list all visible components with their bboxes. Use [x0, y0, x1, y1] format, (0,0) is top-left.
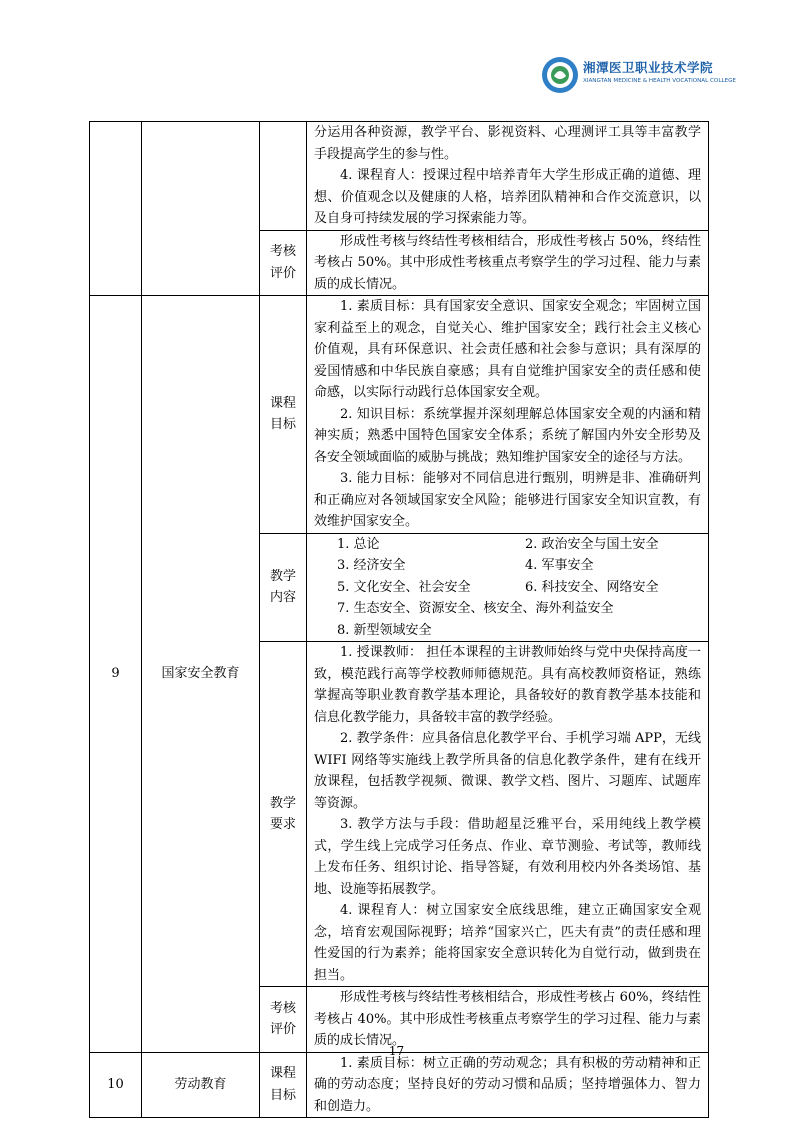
table-row [90, 296, 709, 534]
req-conditions: 2. 教学条件：应具备信息化教学平台、手机学习端 APP，无线 WIFI 网络等实施线上教学所具备的信息化教学条件，建有在线开放课程，包括教学视频、微课、教学文档、图片、习题库、试题库等资源。 [314, 731, 701, 811]
table-row [90, 1052, 709, 1118]
req-label: 教学 要求 [269, 795, 296, 832]
page-number: 17 [388, 1044, 405, 1058]
course-number: 10 [90, 1052, 142, 1118]
course-name: 国家安全教育 [142, 296, 260, 1053]
list-item: 5. 文化安全、社会安全 [337, 579, 471, 595]
table-row [90, 122, 709, 231]
college-logo [541, 54, 736, 100]
course-number: 9 [90, 296, 142, 1053]
list-item: 6. 科技安全、网络安全 [525, 579, 659, 595]
eval-text: 形成性考核与终结性考核相结合，形成性考核占 50%，终结性考核占 50%。其中形成性考核重点考察学生的学习过程、能力与素质的成长情况。 [314, 233, 701, 292]
goal-label: 课程 目标 [269, 395, 296, 433]
eval-label: 考核 评价 [269, 244, 296, 281]
college-emblem-icon [541, 56, 579, 94]
eval-text: 形成性考核与终结性考核相结合，形成性考核占 60%，终结性考核占 40%。其中形成性考核重点考察学生的学习过程、能力与素质的成长情况。 [314, 990, 701, 1048]
list-item: 4. 军事安全 [525, 558, 594, 573]
college-name-english: XIANGTAN MEDICINE & HEALTH VOCATIONAL COLLEGE [583, 78, 736, 84]
goal-quality: 1. 素质目标：树立正确的劳动观念；具有积极的劳动精神和正确的劳动态度；坚持良好的劳动习惯和品质；坚持增强体力、智力和创造力。 [314, 1055, 701, 1114]
goal-ability: 3. 能力目标：能够对不同信息进行甄别，明辨是非、准确研判和正确应对各领域国家安全风险；能够进行国家安全知识宣教，有效维护国家安全。 [314, 471, 701, 529]
content-label: 教学 内容 [269, 568, 296, 606]
list-item: 2. 政治安全与国土安全 [525, 536, 659, 552]
eval-label: 考核 评价 [269, 1000, 296, 1038]
list-item: 3. 经济安全 [337, 558, 406, 573]
course-name: 劳动教育 [142, 1052, 260, 1118]
course-education: 4. 课程育人：授课过程中培养青年大学生形成正确的道德、理想、价值观念以及健康的人格，培养团队精神和合作交流意识，以及自身可持续发展的学习探索能力等。 [314, 168, 701, 226]
college-name: 湘潭医卫职业技术学院 [583, 60, 714, 75]
course-table [89, 121, 709, 1118]
goal-label: 课程 目标 [269, 1066, 296, 1103]
list-item: 1. 总论 [337, 536, 380, 552]
list-item: 7. 生态安全、资源安全、核安全、海外利益安全 [337, 601, 614, 616]
list-item: 8. 新型领域安全 [337, 622, 432, 638]
req-education: 4. 课程育人：树立国家安全底线思维，建立正确国家安全观念，培育宏观国际视野；培养“国家兴亡，匹夫有责”的责任感和理性爱国的行为素养；能将国家安全意识转化为自觉行动，做到贵在担当。 [314, 903, 701, 983]
req-teacher: 1. 授课教师： 担任本课程的主讲教师始终与党中央保持高度一致，模范践行高等学校教师师德规范。具有高校教师资格证，熟练掌握高等职业教育教学基本理论，具备较好的教育教学基本技能和信息化教学能力，具备较丰富的教学经验。 [314, 645, 701, 725]
goal-knowledge: 2. 知识目标：系统掌握并深刻理解总体国家安全观的内涵和精神实质；熟悉中国特色国家安全体系；系统了解国内外安全形势及各安全领域面临的威胁与挑战；熟知维护国家安全的途径与方法。 [314, 406, 701, 465]
req-methods: 3. 教学方法与手段：借助超星泛雅平台，采用纯线上教学模式，学生线上完成学习任务点、作业、章节测验、考试等，教师线上发布任务、组织讨论、指导答疑，有效利用校内外各类场馆、基地、设施等拓展教学。 [314, 817, 701, 897]
content-list [314, 534, 701, 599]
methods-tail: 分运用各种资源，教学平台、影视资料、心理测评工具等丰富教学手段提高学生的参与性。 [314, 125, 701, 162]
goal-quality: 1. 素质目标：具有国家安全意识、国家安全观念；牢固树立国家利益至上的观念，自觉关心、维护国家安全；践行社会主义核心价值观，具有环保意识、社会责任感和社会参与意识；具有深厚的爱国情感和中华民族自豪感；具有自觉维护国家安全的责任感和使命感，以实际行动践行总体国家安全观。 [314, 299, 701, 400]
